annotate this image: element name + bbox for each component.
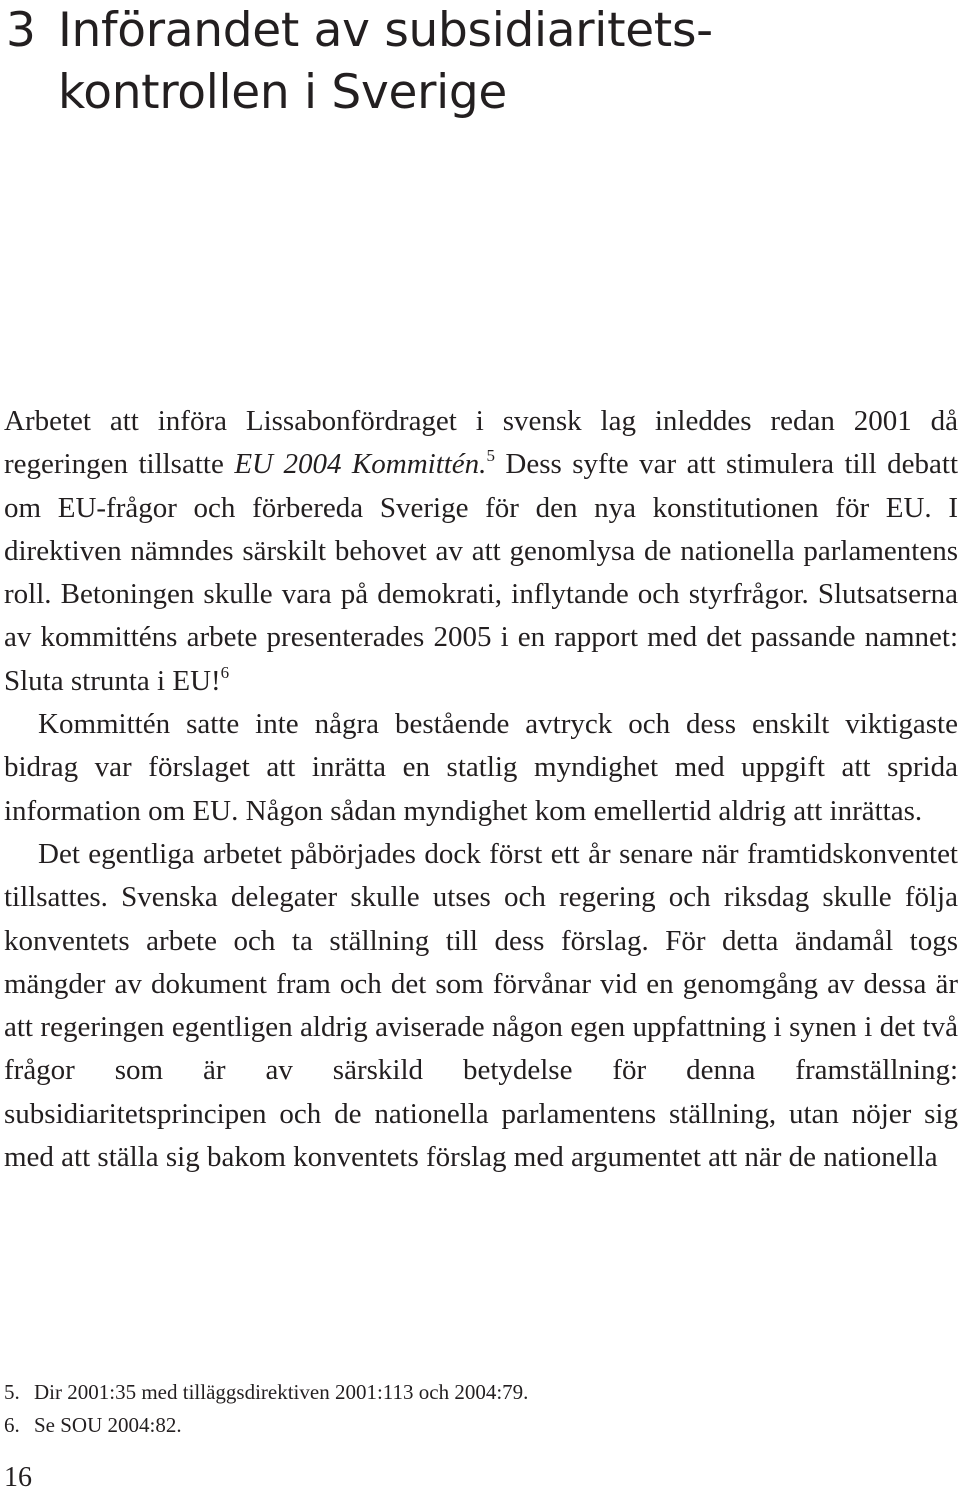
footnote-5 (4, 1376, 904, 1409)
body-text (4, 400, 958, 1179)
footnote-number: 6. (4, 1413, 20, 1437)
chapter-heading (6, 0, 946, 124)
footnote-6 (4, 1409, 904, 1442)
footnote-ref-6[interactable]: 6 (220, 662, 230, 682)
chapter-title: Införandet av subsidiaritets-kontrollen i Sverige (58, 3, 713, 120)
paragraph-1-text-start: Arbetet att införa Lissabonfördraget i svensk lag inleddes redan 2001 då regeringen tillsatte (4, 405, 958, 481)
paragraph-3: Det egentliga arbetet påbörjades dock först ett år senare när framtidskonventet tillsattes. Svenska delegater skulle utses och regering och riksdag skulle följa konventets arbete och ta ställning till dess förslag. För detta ändamål togs mängder av dokument fram och det som förvånar vid en genomgång av dessa är att regeringen egentligen aldrig aviserade någon egen uppfattning i synen i det två frågor som är av särskild betydelse för denna framställning: subsidiaritetsprincipen och de nationella parlamentens ställning, utan nöjer sig med att ställa sig bakom konventets förslag med argumentet att när de nationella (4, 837, 958, 1174)
footnotes (4, 1376, 904, 1442)
footnote-ref-5[interactable]: 5 (486, 446, 495, 466)
footnote-text: Se SOU 2004:82. (34, 1413, 182, 1437)
paragraph-1-text-rest: Dess syfte var att stimulera till debatt om EU-frågor och förbereda Sverige för den nya konstitutionen för EU. I direktiven nämndes särskilt behovet av att genomlysa de nationella parlamentens roll. Betoningen skulle vara på demokrati, inflytande och styrfrågor. Slutsatserna av kommitténs arbete presenterades 2005 i en rapport med det passande namnet: Sluta strunta i EU! (4, 448, 959, 697)
committee-name: EU 2004 Kommittén. (234, 448, 487, 481)
chapter-number: 3 (6, 3, 36, 58)
paragraph-2: Kommittén satte inte några bestående avtryck och dess enskilt viktigaste bidrag var förslaget att inrätta en statlig myndighet med uppgift att sprida information om EU. Någon sådan myndighet kom emellertid aldrig att inrättas. (4, 708, 958, 827)
footnote-text: Dir 2001:35 med tilläggsdirektiven 2001:113 och 2004:79. (34, 1380, 529, 1404)
footnote-number: 5. (4, 1380, 20, 1404)
paragraph-1 (4, 400, 958, 703)
page-number: 16 (4, 1462, 32, 1493)
